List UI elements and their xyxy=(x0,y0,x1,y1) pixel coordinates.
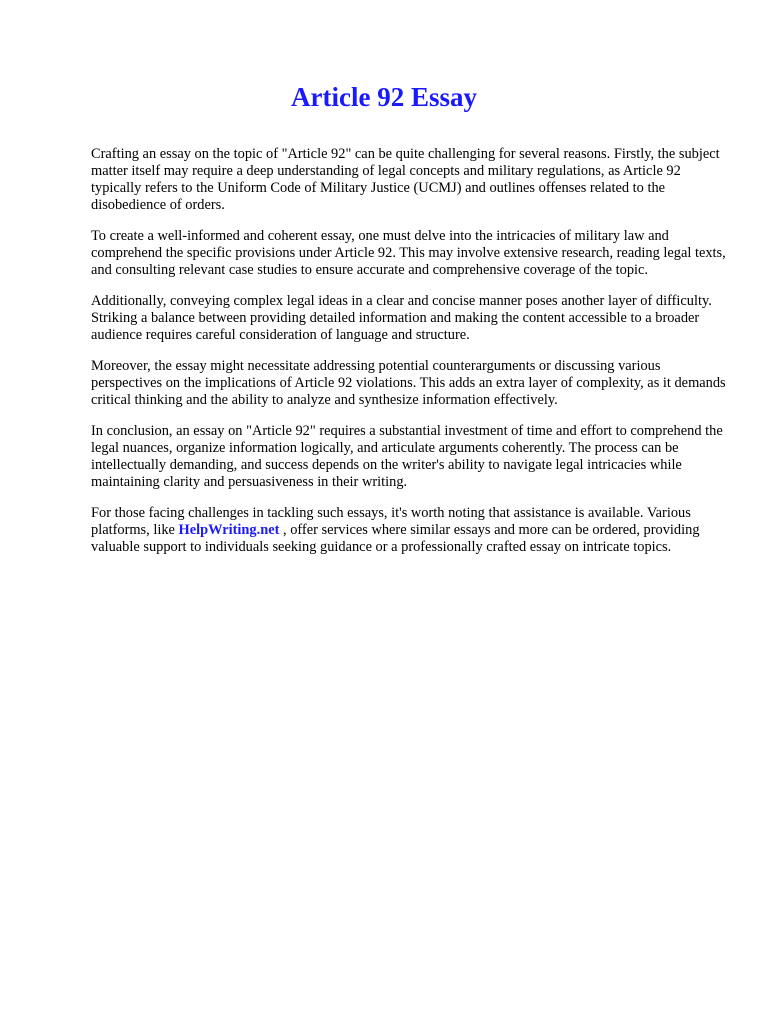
paragraph-1: Crafting an essay on the topic of "Article 92" can be quite challenging for several reasons. Firstly, the subject matter itself may require a deep understanding of legal concepts and military regulations, as Article 92 typically refers to the Uniform Code of Military Justice (UCMJ) and outlines offenses related to the disobedience of orders. xyxy=(91,146,720,213)
essay-body xyxy=(91,146,731,570)
paragraph-4: Moreover, the essay might necessitate addressing potential counterarguments or discussing various perspectives on the implications of Article 92 violations. This adds an extra layer of complexity, as it demands critical thinking and the ability to analyze and synthesize information effectively. xyxy=(91,358,726,408)
closing-text-after-link: , offer services where similar essays and more can be ordered, providing valuable support to individuals seeking guidance or a professionally crafted essay on intricate topics. xyxy=(91,522,700,555)
helpwriting-link[interactable]: HelpWriting.net xyxy=(178,522,280,538)
paragraph-2: To create a well-informed and coherent essay, one must delve into the intricacies of military law and comprehend the specific provisions under Article 92. This may involve extensive research, reading legal texts, and consulting relevant case studies to ensure accurate and comprehensive coverage of the topic. xyxy=(91,228,726,278)
page-title: Article 92 Essay xyxy=(291,82,477,112)
paragraph-3: Additionally, conveying complex legal ideas in a clear and concise manner poses another layer of difficulty. Striking a balance between providing detailed information and making the content accessible to a broader audience requires careful consideration of language and structure. xyxy=(91,293,712,343)
paragraph-5: In conclusion, an essay on "Article 92" requires a substantial investment of time and effort to comprehend the legal nuances, organize information logically, and articulate arguments coherently. The process can be intellectually demanding, and success depends on the writer's ability to navigate legal intricacies while maintaining clarity and persuasiveness in their writing. xyxy=(91,423,723,490)
closing-text-before-link: For those facing challenges in tackling such essays, it's worth noting that assistance is available. Various platforms, like xyxy=(91,505,691,538)
closing-paragraph xyxy=(91,505,731,556)
